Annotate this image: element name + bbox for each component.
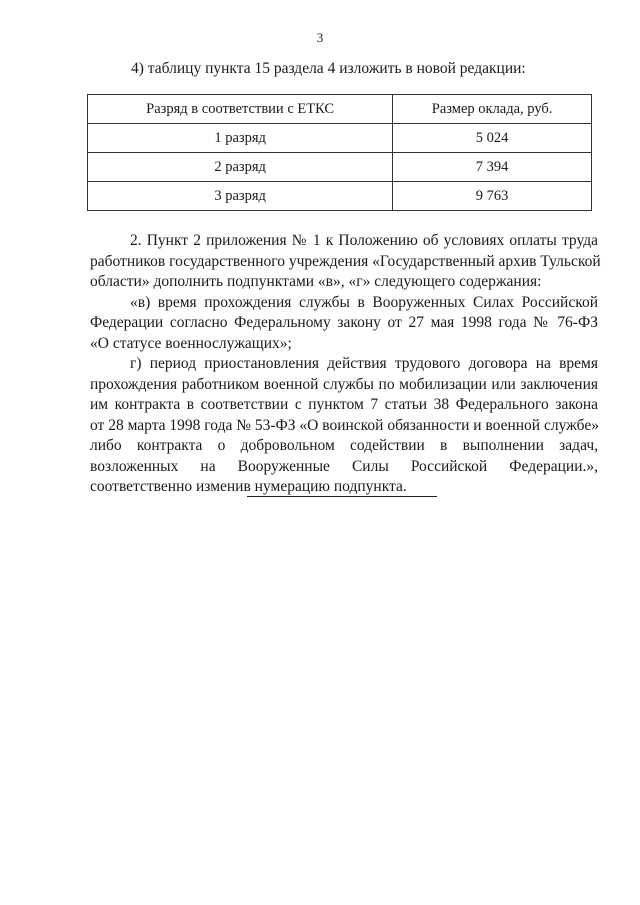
- table-header-row: [88, 95, 592, 124]
- salary-table: [87, 94, 592, 211]
- header-salary: Размер оклада, руб.: [393, 95, 592, 124]
- cell-grade: 2 разряд: [88, 153, 393, 182]
- text-line: «в) время прохождения службы в Вооруженных Силах Российской: [130, 293, 598, 311]
- text-line: прохождения работником военной службы по мобилизации или заключения: [90, 375, 598, 393]
- paragraph-item-2: [90, 231, 601, 293]
- text-line: либо контракта о добровольном содействии в выполнении задач,: [90, 437, 598, 454]
- text-line: работников государственного учреждения «Государственный архив Тульской: [90, 252, 601, 270]
- paragraph-subitem-g: [90, 354, 598, 498]
- table-row: [88, 124, 592, 153]
- text-line: возложенных на Вооруженные Силы Российской Федерации.»,: [90, 457, 598, 475]
- text-line: от 28 марта 1998 года № 53-ФЗ «О воинской обязанности и военной службе»: [90, 416, 599, 434]
- text-line: 2. Пункт 2 приложения № 1 к Положению об условиях оплаты труда: [130, 232, 598, 249]
- paragraph-subitem-v: [90, 293, 598, 355]
- text-line: соответственно изменив нумерацию подпункта.: [90, 478, 407, 495]
- table-intro-text: 4) таблицу пункта 15 раздела 4 изложить в новой редакции:: [131, 60, 526, 77]
- table-row: [88, 182, 592, 211]
- cell-grade: 1 разряд: [88, 124, 393, 153]
- cell-grade: 3 разряд: [88, 182, 393, 211]
- text-line: области» дополнить подпунктами «в», «г» следующего содержания:: [90, 273, 542, 290]
- text-line: Федерации согласно Федеральному закону от 27 мая 1998 года № 76-ФЗ: [90, 314, 598, 331]
- document-end-divider: [247, 496, 437, 497]
- cell-salary: 7 394: [393, 153, 592, 182]
- text-line: г) период приостановления действия трудового договора на время: [130, 355, 598, 372]
- header-grade: Разряд в соответствии с ЕТКС: [88, 95, 393, 124]
- table-row: [88, 153, 592, 182]
- text-line: им контракта в соответствии с пунктом 7 статьи 38 Федерального закона: [90, 396, 598, 413]
- body-text: [90, 231, 601, 498]
- page-number: 3: [316, 30, 324, 45]
- cell-salary: 9 763: [393, 182, 592, 211]
- cell-salary: 5 024: [393, 124, 592, 153]
- text-line: «О статусе военнослужащих»;: [90, 334, 292, 352]
